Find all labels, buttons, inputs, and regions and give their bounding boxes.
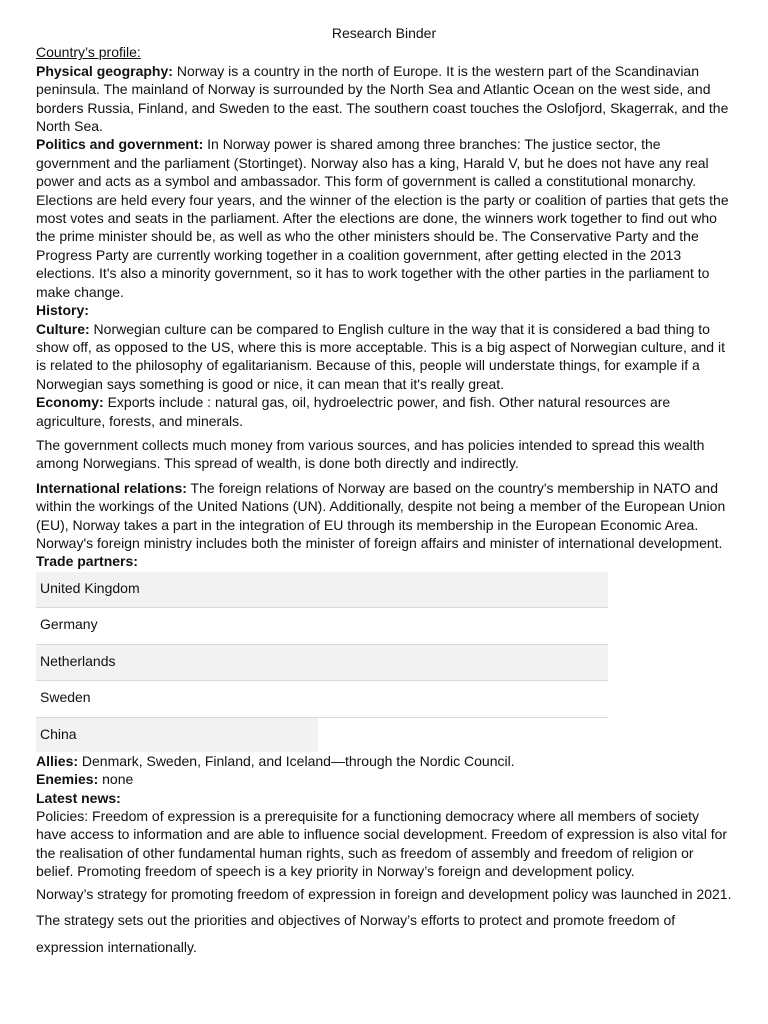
enemies-label: Enemies: <box>36 771 99 788</box>
international-relations-text: The foreign relations of Norway are based on the country's membership in NATO and within the workings of the United Nations (UN). Additionally, despite not being a member of the European Union (EU), Norway takes a part in the integration of EU through its membership in the European Economic Area. Norway's foreign ministry includes both the minister of foreign affairs and minister of international development. <box>36 479 726 551</box>
economy-label: Economy: <box>36 394 104 411</box>
profile-heading: Country’s profile: <box>36 44 141 61</box>
strategy-paragraph: Norway’s strategy for promoting freedom of expression in foreign and development policy was launched in 2021. The strategy sets out the priorities and objectives of Norway’s efforts to protect and promote freedom of expression internationally. <box>36 885 732 955</box>
trade-partner-row: Germany <box>36 608 608 645</box>
physical-geography-paragraph <box>36 62 732 136</box>
trade-partners-heading: Trade partners: <box>36 553 138 570</box>
physical-geography-text: Norway is a country in the north of Europe. It is the western part of the Scandinavian peninsula. The mainland of Norway is surrounded by the North Sea and Atlantic Ocean on the west side, and borders Russia, Finland, and Sweden to the east. The southern coast touches the Oslofjord, Skagerrak, and the North Sea. <box>36 62 729 135</box>
allies-label: Allies: <box>36 752 79 769</box>
document-body <box>36 24 732 960</box>
physical-geography-label: Physical geography: <box>36 62 173 79</box>
politics-label: Politics and government: <box>36 136 204 153</box>
wealth-paragraph: The government collects much money from various sources, and has policies intended to spread this wealth among Norwegians. This spread of wealth, is done both directly and indirectly. <box>36 436 705 472</box>
culture-paragraph <box>36 320 732 394</box>
allies-text: Denmark, Sweden, Finland, and Iceland—through the Nordic Council. <box>78 752 515 769</box>
trade-partner-row: Netherlands <box>36 645 608 682</box>
politics-paragraph <box>36 135 732 301</box>
culture-label: Culture: <box>36 320 90 337</box>
enemies-paragraph <box>36 770 732 788</box>
history-heading: History: <box>36 302 89 319</box>
international-relations-paragraph <box>36 479 732 553</box>
document-title: Research Binder <box>331 25 437 41</box>
latest-news-heading: Latest news: <box>36 789 121 806</box>
culture-text: Norwegian culture can be compared to English culture in the way that it is considered a bad thing to show off, as opposed to the US, where this is more acceptable. This is a big aspect of Norwegian culture, and it is related to the philosophy of egalitarianism. Because of this, people will understate things, for example if a Norwegian says something is good or nice, it can mean that it's really great. <box>36 320 725 392</box>
trade-partner-row: China <box>36 718 318 752</box>
enemies-text: none <box>98 771 134 788</box>
trade-partner-row: United Kingdom <box>36 572 608 609</box>
trade-partners-table <box>36 572 608 752</box>
economy-text: Exports include : natural gas, oil, hydroelectric power, and fish. Other natural resources are agriculture, forests, and minerals. <box>36 394 671 429</box>
economy-paragraph <box>36 393 732 430</box>
trade-partner-row: Sweden <box>36 681 608 718</box>
allies-paragraph <box>36 752 732 770</box>
politics-text: In Norway power is shared among three branches: The justice sector, the government and the parliament (Stortinget). Norway also has a king, Harald V, but he does not have any real power and acts as a symbol and ambassador. This form of government is called a constitutional monarchy. Elections are held every four years, and the winner of the election is the party or coalition of parties that gets the most votes and seats in the parliament. After the elections are done, the winners work together to find out who the prime minister should be, as well as who the other ministers should be. The Conservative Party and the Progress Party are currently working together in a coalition government, after getting elected in the 2013 elections. It's also a minority government, so it has to work together with the other parties in the parliament to make change. <box>36 136 729 300</box>
policies-paragraph: Policies: Freedom of expression is a prerequisite for a functioning democracy where all members of society have access to information and are able to influence social development. Freedom of expression is also vital for the realisation of other fundamental human rights, such as freedom of assembly and freedom of religion or belief. Promoting freedom of speech is a key priority in Norway’s foreign and development policy. <box>36 808 728 880</box>
international-relations-label: International relations: <box>36 479 187 496</box>
